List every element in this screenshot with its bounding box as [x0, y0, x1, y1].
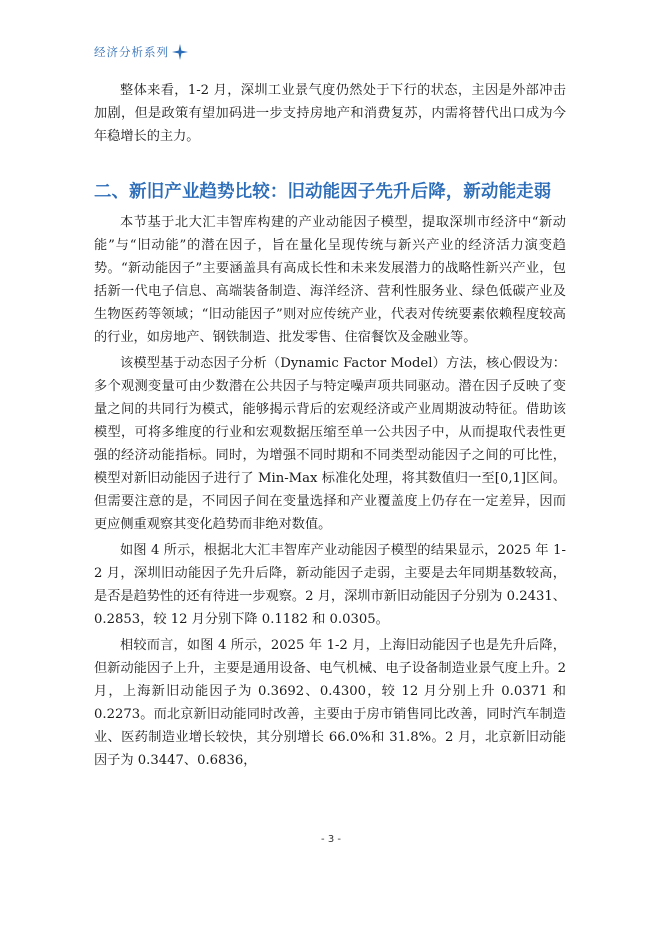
- series-label: 经济分析系列: [94, 45, 169, 59]
- section-title: 二、新旧产业趋势比较：旧动能因子先升后降，新动能走弱: [94, 182, 552, 202]
- paragraph-shenzhen-result: 如图 4 所示，根据北大汇丰智库产业动能因子模型的结果显示，2025 年 1-2 月，深圳旧动能因子先升后降，新动能因子走弱，主要是去年同期基数较高，是否是趋势性的还有待进一步观察。2 月，深圳市新旧动能因子分别为 0.2431、0.2853，较 12 月分别下降 0.1182 和 0.0305。: [94, 543, 566, 627]
- intro-paragraph: 整体来看，1-2 月，深圳工业景气度仍然处于下行的状态，主因是外部冲击加剧，但是政策有望加码进一步支持房地产和消费复苏，内需将替代出口成为今年稳增长的主力。: [94, 83, 566, 144]
- page-header: [94, 44, 188, 60]
- paragraph-dfm-method: 该模型基于动态因子分析（Dynamic Factor Model）方法，核心假设为：多个观测变量可由少数潜在公共因子与特定噪声项共同驱动。潜在因子反映了变量之间的共同行为模式，能够揭示背后的宏观经济或产业周期波动特征。借助该模型，可将多维度的行业和宏观数据压缩至单一公共因子中，从而提取代表性更强的经济动能指标。同时，为增强不同时期和不同类型动能因子之间的可比性，模型对新旧动能因子进行了 Min-Max 标准化处理，将其数值归一至[0,1]区间。但需要注意的是，不同因子间在变量选择和产业覆盖度上仍存在一定差异，因而更应侧重观察其变化趋势而非绝对数值。: [94, 356, 566, 532]
- four-point-star-icon: [172, 44, 188, 60]
- page-content: [94, 79, 566, 772]
- paragraph-shanghai-beijing: 相较而言，如图 4 所示，2025 年 1-2 月，上海旧动能因子也是先升后降，但新动能因子上升，主要是通用设备、电气机械、电子设备制造业景气度上升。2 月，上海新旧动能因子为 0.3692、0.4300，较 12 月分别上升 0.0371 和 0.2273。而北京新旧动能同时改善，主要由于房市销售同比改善，同时汽车制造业、医药制造业增长较快，其分别增长 66.0%和 31.8%。2 月，北京新旧动能因子为 0.3447、0.6836，: [94, 638, 566, 768]
- page-number: - 3 -: [321, 834, 341, 845]
- paragraph-industry-model: 本节基于北大汇丰智库构建的产业动能因子模型，提取深圳市经济中“新动能”与“旧动能”的潜在因子，旨在量化呈现传统与新兴产业的经济活力演变趋势。“新动能因子”主要涵盖具有高成长性和未来发展潜力的战略性新兴产业，包括新一代电子信息、高端装备制造、海洋经济、营利性服务业、绿色低碳产业及生物医药等领域；“旧动能因子”则对应传统产业，代表对传统要素依赖程度较高的行业，如房地产、钢铁制造、批发零售、住宿餐饮及金融业等。: [94, 215, 566, 345]
